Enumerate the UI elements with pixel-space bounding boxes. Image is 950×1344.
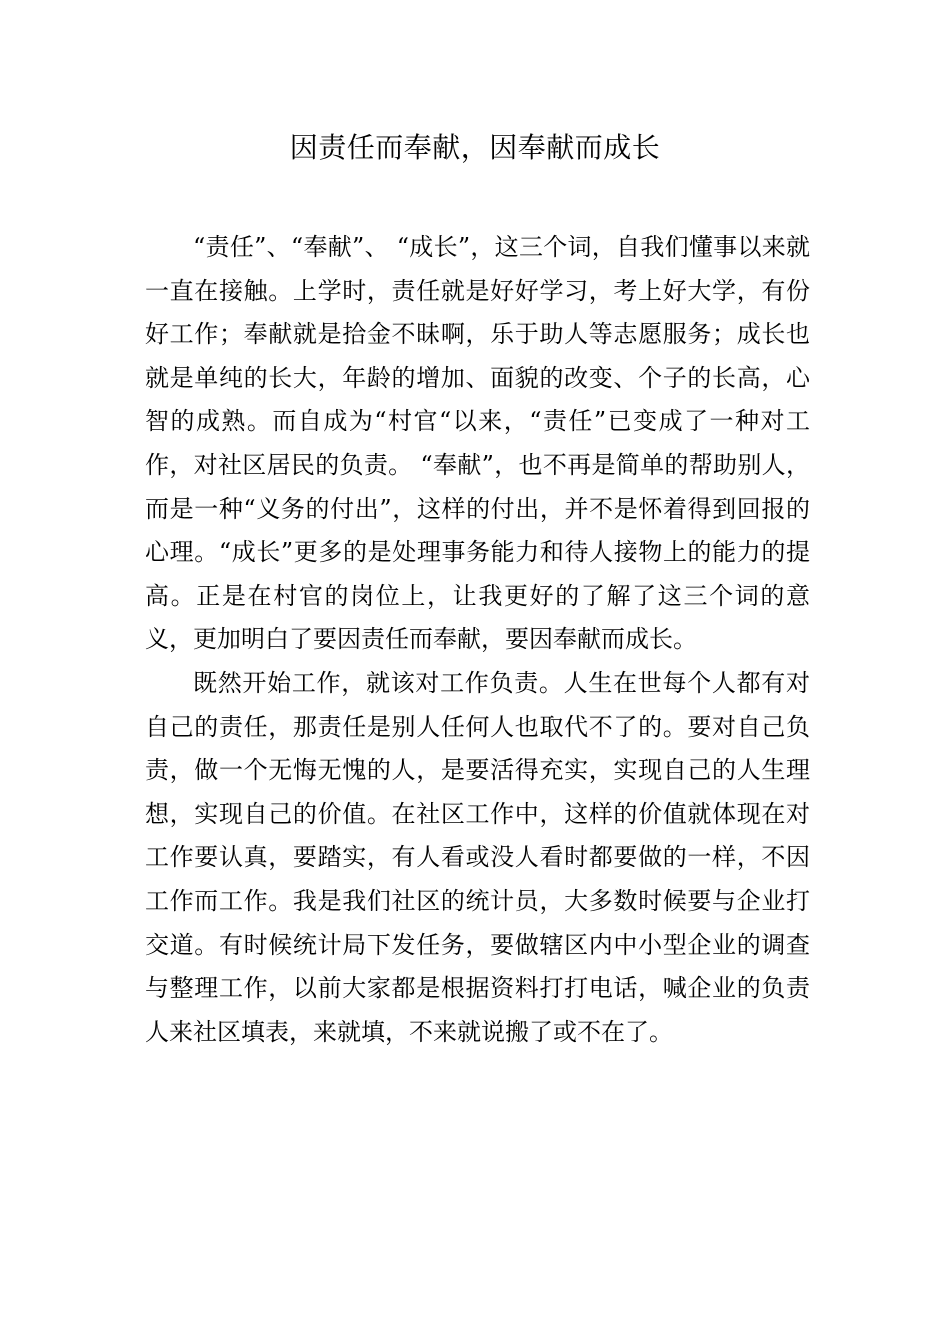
document-title: 因责任而奉献，因奉献而成长 — [289, 131, 661, 164]
paragraph-1: “责任”、“奉献”、 “成长”，这三个词，自我们懂事以来就一直在接触。上学时，责任就是好好学习，考上好大学，有份好工作；奉献就是拾金不昧啊，乐于助人等志愿服务；成长也就是单纯的长大，年龄的增加、面貌的改变、个子的长高，心智的成熟。而自成为“村官“以来，“责任”已变成了一种对工作，对社区居民的负责。 “奉献”，也不再是简单的帮助别人，而是一种“义务的付出”，这样的付出，并不是怀着得到回报的心理。“成长”更多的是处理事务能力和待人接物上的能力的提高。正是在村官的岗位上，让我更好的了解了这三个词的意义，更加明白了要因责任而奉献，要因奉献而成长。 — [145, 233, 810, 654]
document-body — [145, 226, 810, 1054]
paragraph-2: 既然开始工作，就该对工作负责。人生在世每个人都有对自己的责任，那责任是别人任何人也取代不了的。要对自己负责，做一个无悔无愧的人，是要活得充实，实现自己的人生理想，实现自己的价值。在社区工作中，这样的价值就体现在对工作要认真，要踏实，有人看或没人看时都要做的一样，不因工作而工作。我是我们社区的统计员，大多数时候要与企业打交道。有时候统计局下发任务，要做辖区内中小型企业的调查与整理工作，以前大家都是根据资料打打电话，喊企业的负责人来社区填表，来就填，不来就说搬了或不在了。 — [145, 668, 810, 1046]
